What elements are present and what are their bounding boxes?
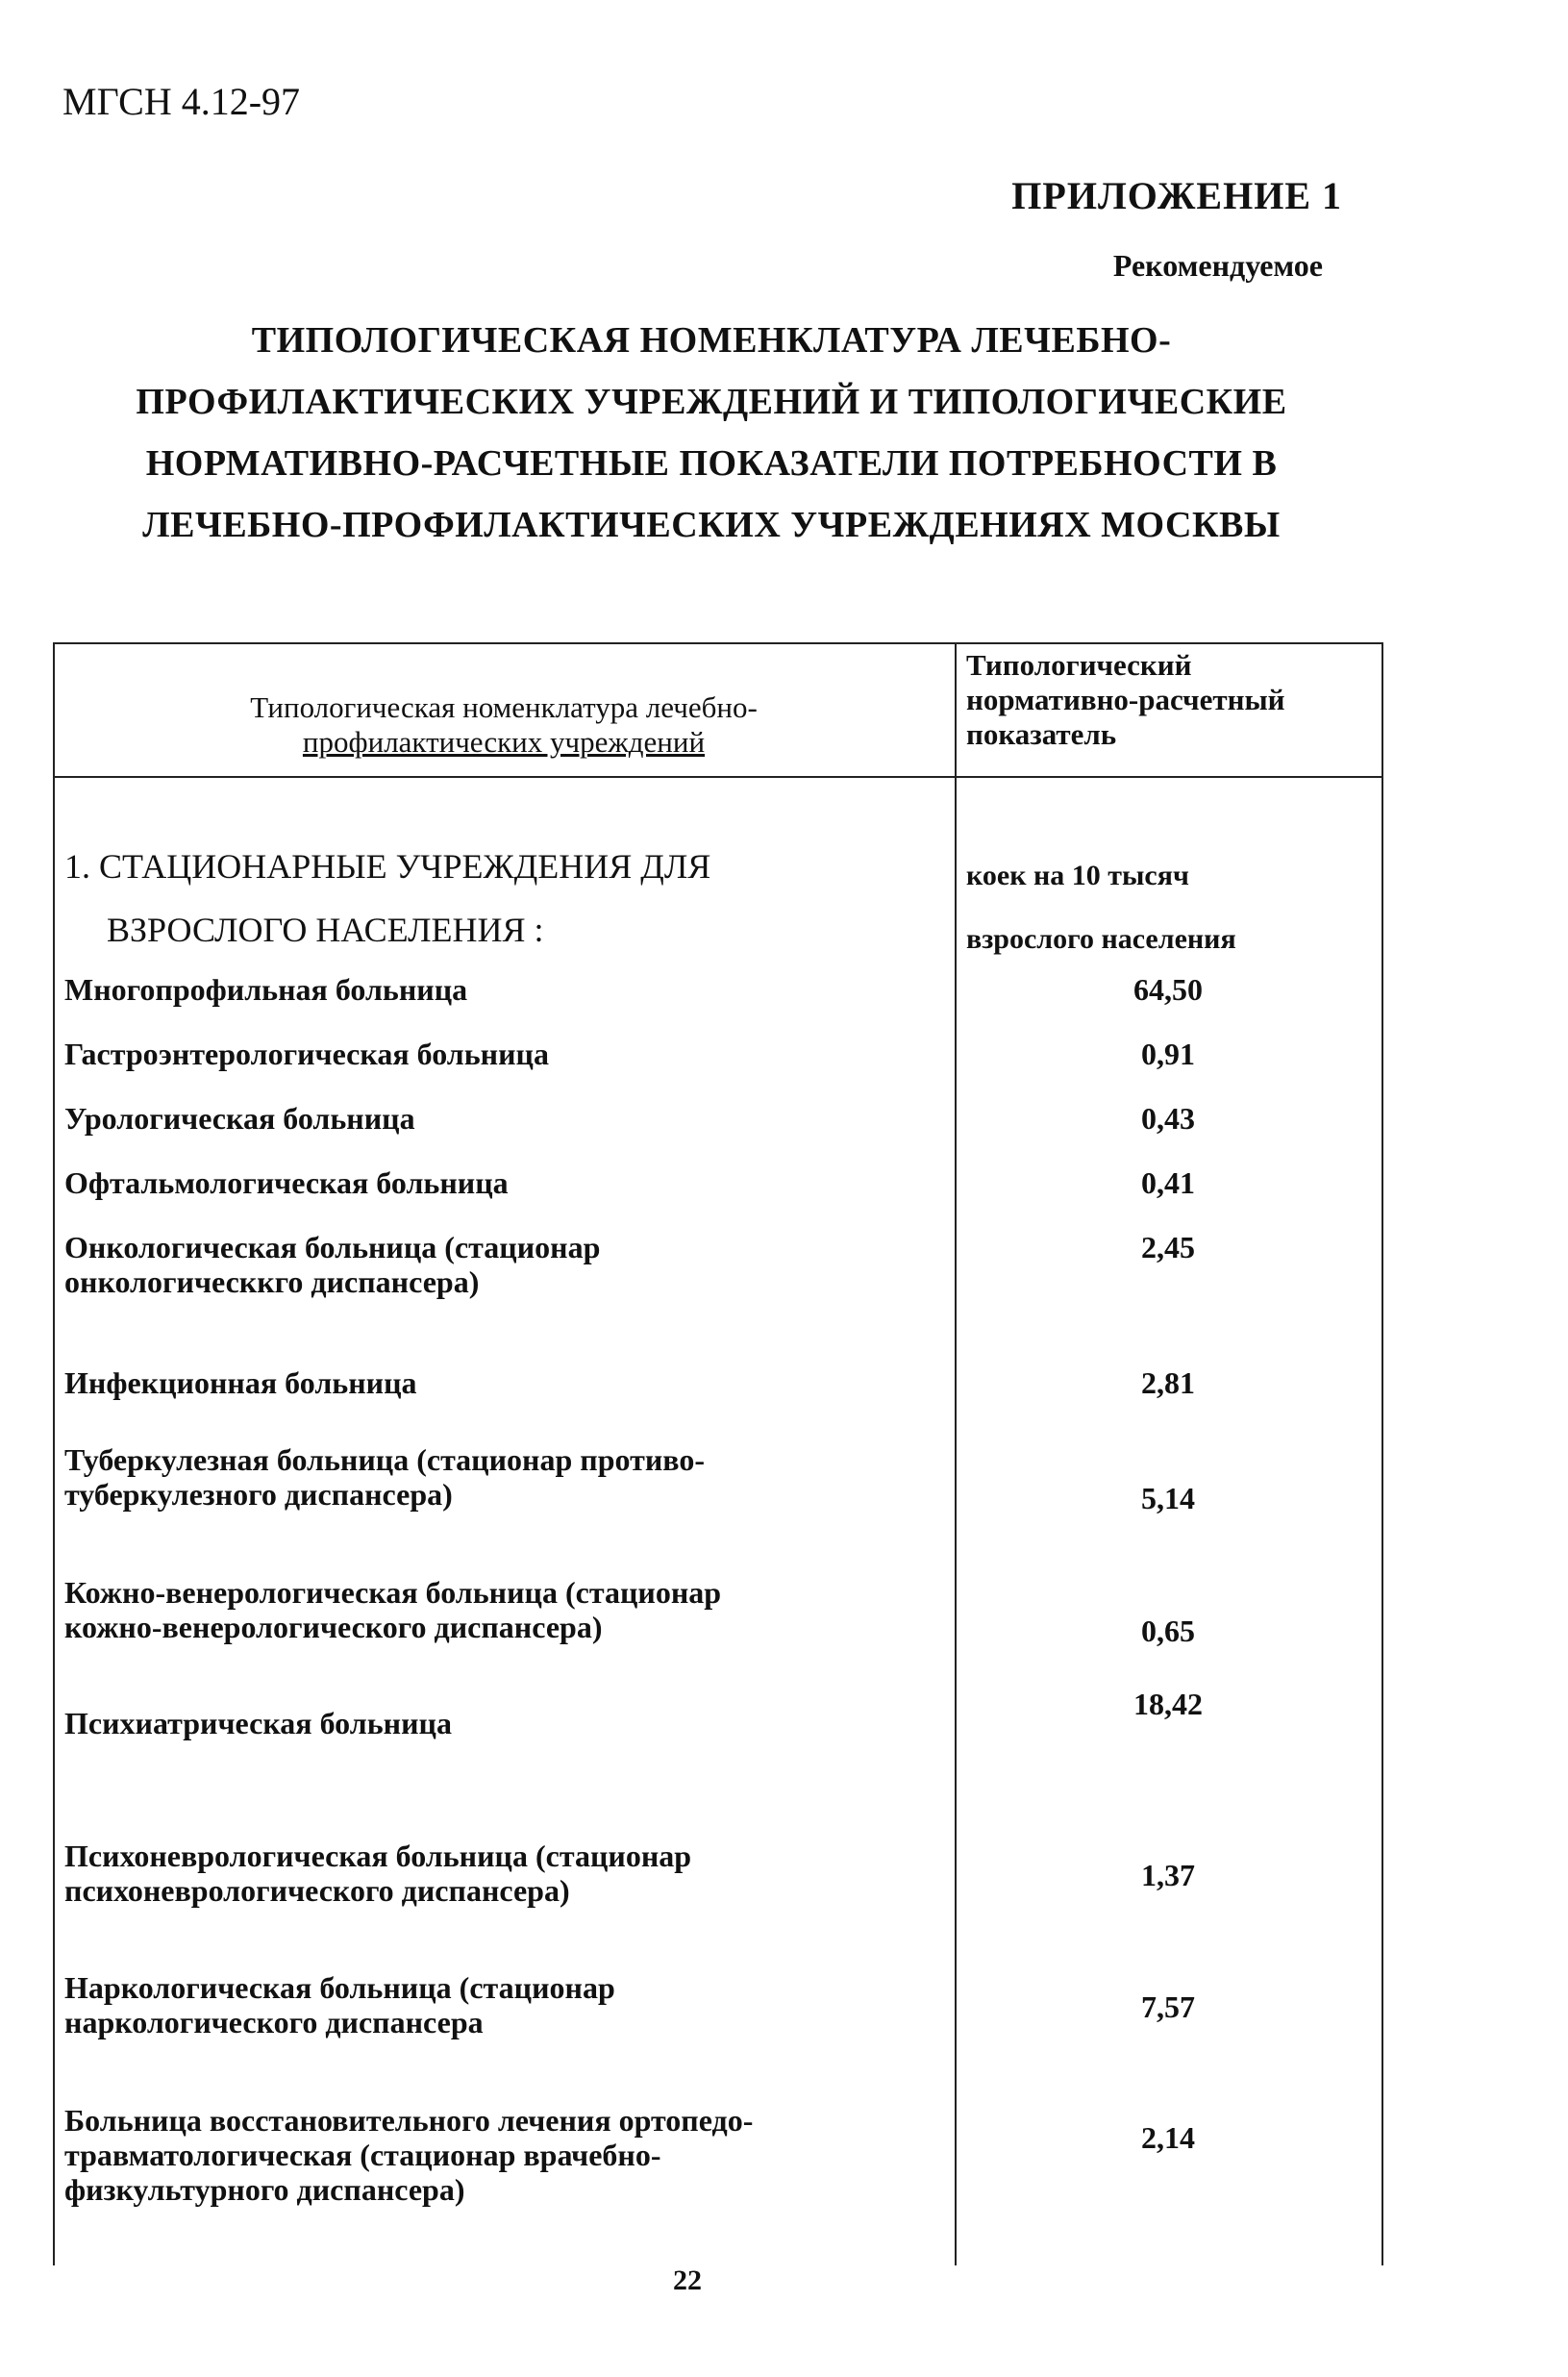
row-name-line: Туберкулезная больница (стационар противо-	[64, 1442, 705, 1477]
row-name	[64, 1970, 930, 2039]
title-line: ПРОФИЛАКТИЧЕСКИХ УЧРЕЖДЕНИЙ И ТИПОЛОГИЧЕСКИЕ	[136, 382, 1287, 422]
row-value: 0,41	[1141, 1165, 1195, 1200]
row-name-line: онкологическкго диспансера)	[64, 1264, 480, 1299]
row-name-line: Урологическая больница	[64, 1101, 415, 1136]
row-value: 1,37	[1141, 1858, 1195, 1892]
row-name	[64, 2103, 930, 2207]
document-title	[0, 310, 1423, 556]
row-value: 7,57	[1141, 1989, 1195, 2024]
row-name	[64, 1037, 930, 1071]
page-number: 22	[673, 2264, 702, 2296]
row-value: 0,91	[1141, 1037, 1195, 1071]
row-value: 2,81	[1141, 1365, 1195, 1400]
header-line: Типологическая номенклатура лечебно-	[250, 690, 758, 724]
column-header-indicator	[966, 648, 1285, 752]
table-header-divider	[53, 776, 1383, 778]
row-name	[64, 1442, 930, 1512]
appendix-label: ПРИЛОЖЕНИЕ 1	[1011, 174, 1342, 217]
header-line: нормативно-расчетный	[966, 683, 1285, 716]
row-value: 2,14	[1141, 2120, 1195, 2155]
row-name-line: Офтальмологическая больница	[64, 1165, 509, 1200]
row-name-line: наркологического диспансера	[64, 2005, 484, 2039]
table-right-border	[1381, 642, 1383, 2265]
header-line: профилактических учреждений	[302, 725, 706, 759]
row-name-line: Больница восстановительного лечения ортопедо-	[64, 2103, 754, 2138]
row-value: 18,42	[1133, 1687, 1203, 1721]
row-name-line: туберкулезного диспансера)	[64, 1477, 453, 1512]
recommended-label: Рекомендуемое	[1112, 248, 1323, 283]
title-line: ЛЕЧЕБНО-ПРОФИЛАКТИЧЕСКИХ УЧРЕЖДЕНИЯХ МОСКВЫ	[142, 505, 1281, 545]
row-name	[64, 1575, 930, 1644]
section-title-line: ВЗРОСЛОГО НАСЕЛЕНИЯ :	[107, 911, 544, 949]
row-name	[64, 1101, 930, 1136]
row-name	[64, 1706, 930, 1740]
row-value: 0,65	[1141, 1614, 1195, 1648]
title-line: ТИПОЛОГИЧЕСКАЯ НОМЕНКЛАТУРА ЛЕЧЕБНО-	[251, 320, 1172, 361]
row-name	[64, 972, 930, 1007]
row-name	[64, 1230, 930, 1299]
row-name	[64, 1839, 930, 1908]
section-unit	[966, 844, 1236, 971]
header-line: показатель	[966, 717, 1117, 751]
row-name-line: Гастроэнтерологическая больница	[64, 1037, 549, 1071]
table-top-border	[53, 642, 1383, 644]
row-name-line: Психиатрическая больница	[64, 1706, 452, 1740]
row-name-line: Наркологическая больница (стационар	[64, 1970, 615, 2005]
nomenclature-table	[53, 642, 1383, 2265]
row-value: 64,50	[1133, 972, 1203, 1007]
section-title-line: 1. СТАЦИОНАРНЫЕ УЧРЕЖДЕНИЯ ДЛЯ	[64, 847, 711, 886]
row-value: 5,14	[1141, 1481, 1195, 1515]
row-name	[64, 1165, 930, 1200]
row-name-line: Кожно-венерологическая больница (стационар	[64, 1575, 722, 1610]
section-title	[64, 835, 710, 962]
table-left-border	[53, 642, 55, 2265]
column-header-nomenclature	[53, 690, 955, 760]
row-value: 2,45	[1141, 1230, 1195, 1264]
row-name-line: Онкологическая больница (стационар	[64, 1230, 601, 1264]
row-name-line: Инфекционная больница	[64, 1365, 417, 1400]
row-name	[64, 1365, 930, 1400]
row-name-line: Психоневрологическая больница (стационар	[64, 1839, 692, 1873]
row-name-line: кожно-венерологического диспансера)	[64, 1610, 603, 1644]
row-name-line: Многопрофильная больница	[64, 972, 468, 1007]
title-line: НОРМАТИВНО-РАСЧЕТНЫЕ ПОКАЗАТЕЛИ ПОТРЕБНОСТИ В	[145, 443, 1278, 484]
section-unit-line: коек на 10 тысяч	[966, 860, 1189, 891]
row-name-line: травматологическая (стационар врачебно-	[64, 2138, 661, 2172]
row-name-line: физкультурного диспансера)	[64, 2172, 465, 2207]
header-line: Типологический	[966, 648, 1192, 682]
row-name-line: психоневрологического диспансера)	[64, 1873, 570, 1908]
row-value: 0,43	[1141, 1101, 1195, 1136]
section-unit-line: взрослого населения	[966, 923, 1236, 955]
document-code: МГСН 4.12-97	[62, 80, 301, 123]
